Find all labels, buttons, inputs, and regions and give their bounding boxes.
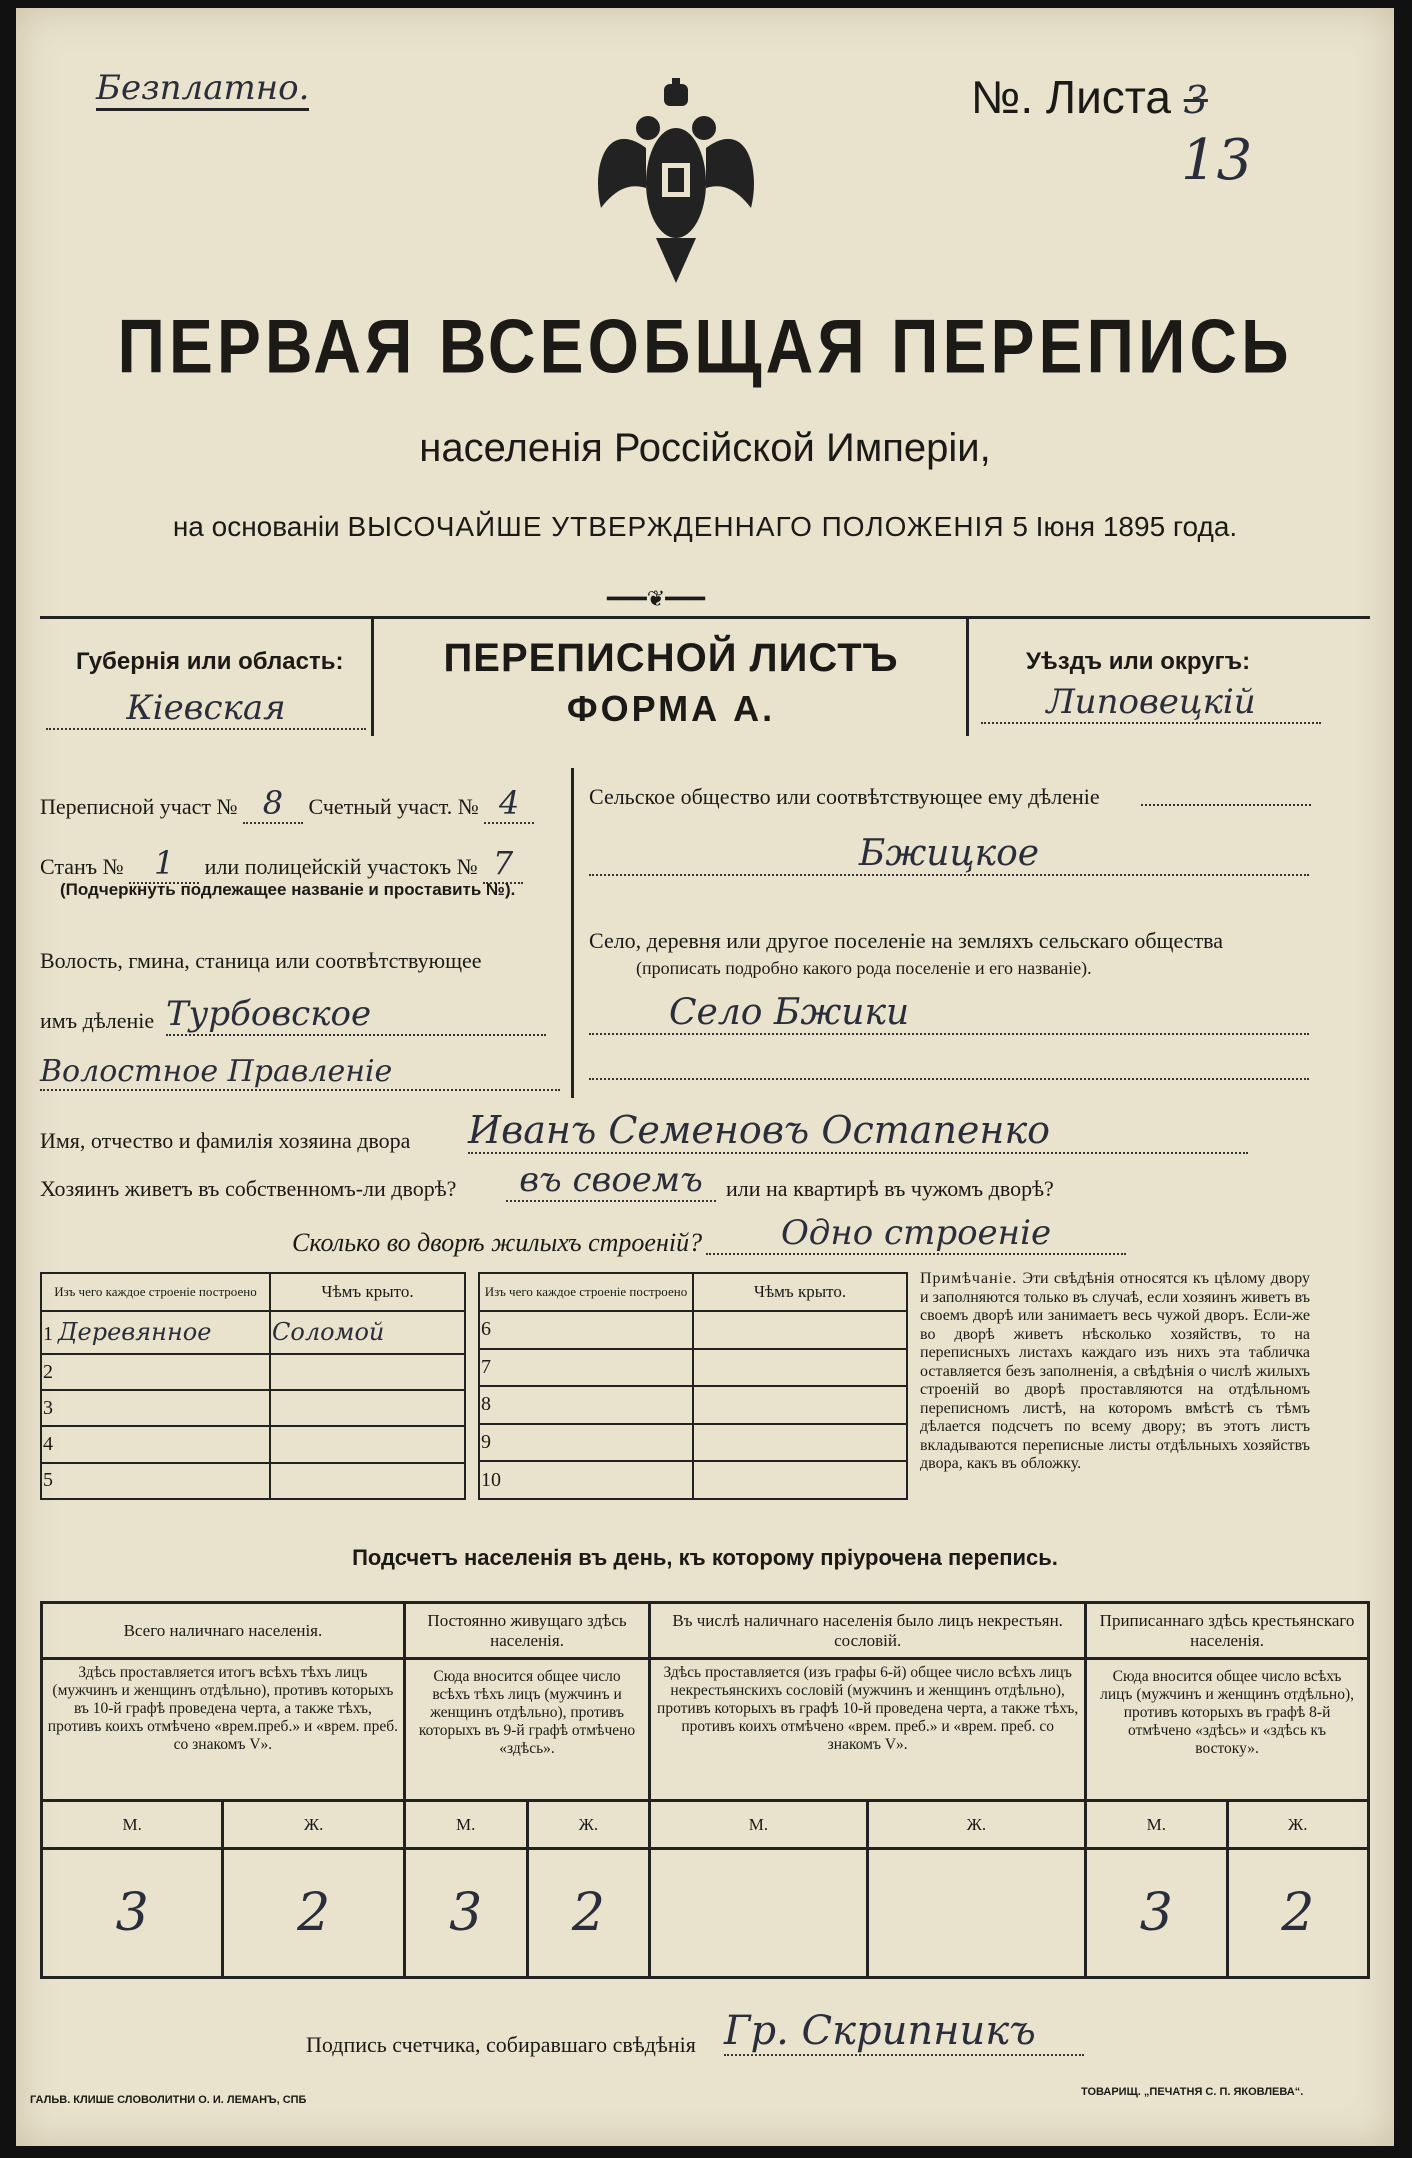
uchastok-field[interactable]: 8 — [243, 784, 303, 824]
count-col3-m-value[interactable] — [650, 1849, 867, 1978]
signature-label: Подпись счетчика, собиравшаго свѣдѣнія — [306, 2032, 696, 2057]
delenie-label: имъ дѣленіе — [40, 1008, 155, 1033]
count-col3-f-label: Ж. — [867, 1801, 1085, 1849]
ornament-divider: ━━━❦━━━ — [607, 586, 705, 611]
building-row-2-roof[interactable] — [270, 1354, 465, 1390]
building-row-4-roof[interactable] — [270, 1426, 465, 1462]
uezd-label: Уѣздъ или округъ: — [1026, 648, 1251, 675]
gubernia-label: Губернія или область: — [76, 648, 344, 675]
owner-name-label: Имя, отчество и фамилія хозяина двора — [40, 1128, 411, 1153]
uchastok-row: Переписной участ № 8 Счетный участ. № 4 — [40, 784, 534, 824]
volost-field[interactable]: Турбовское — [166, 994, 546, 1036]
building-row-9-roof[interactable] — [693, 1424, 907, 1462]
count-col1-header: Всего наличнаго населенія. — [42, 1603, 405, 1659]
form-subtitle: ФОРМА А. — [566, 688, 776, 729]
volost-label: Волость, гмина, станица или соотвѣтствующее — [40, 948, 482, 973]
stan-field[interactable]: 1 — [129, 844, 199, 884]
gubernia-field[interactable]: Кіевская — [46, 688, 366, 730]
building-row-7-material[interactable]: 7 — [479, 1349, 693, 1387]
printer-left: ГАЛЬВ. КЛИШЕ СЛОВОЛИТНИ О. И. ЛЕМАНЪ, СПБ — [30, 2094, 307, 2106]
society-field[interactable]: Бжицкое — [589, 833, 1309, 876]
count-col4-header: Приписаннаго здѣсь крестьянскаго населенія. — [1086, 1603, 1369, 1659]
count-col2-m-value[interactable]: 3 — [404, 1849, 527, 1978]
building-row-9-material[interactable]: 9 — [479, 1424, 693, 1462]
page-title: ПЕРВАЯ ВСЕОБЩАЯ ПЕРЕПИСЬ — [117, 303, 1293, 389]
count-col1-f-label: Ж. — [223, 1801, 404, 1849]
uezd-field[interactable]: Липовецкій — [981, 682, 1321, 724]
building-row-7-roof[interactable] — [693, 1349, 907, 1387]
count-col4-f-label: Ж. — [1227, 1801, 1368, 1849]
building-row-1-material[interactable]: 1 Деревянное — [41, 1311, 270, 1354]
building-row-6-material[interactable]: 6 — [479, 1311, 693, 1349]
village-note: (прописать подробно какого рода поселеніе и его названіе). — [636, 958, 1092, 978]
count-col2-m-label: М. — [404, 1801, 527, 1849]
count-col4-f-value[interactable]: 2 — [1227, 1849, 1368, 1978]
building-row-10-roof[interactable] — [693, 1461, 907, 1499]
count-col3-desc: Здѣсь проставляется (изъ графы 6-й) общее число всѣхъ лицъ некрестьянскихъ сословій (мужчинъ и женщинъ отдѣльно), противъ которыхъ въ графѣ 10-й проведена черта, а также тѣхъ, противъ коихъ отмѣчено «врем. преб.» и «врем. преб. со знакомъ V». — [650, 1659, 1086, 1801]
count-col1-desc: Здѣсь проставляется итогъ всѣхъ тѣхъ лицъ (мужчинъ и женщинъ отдѣльно), противъ которыхъ въ 10-й графѣ проведена черта, а также тѣхъ, противъ коихъ отмѣчено «врем.преб.» и «врем. преб. со знакомъ V». — [42, 1659, 405, 1801]
sheet-number-value: 13 — [1181, 128, 1253, 193]
volost-field-2[interactable]: Волостное Правленіе — [40, 1054, 560, 1091]
buildings-col1-header: Изъ чего каждое строеніе построено — [41, 1273, 270, 1311]
population-count-table — [40, 1601, 1370, 1979]
count-title: Подсчетъ населенія въ день, къ которому пріурочена перепись. — [352, 1545, 1058, 1570]
free-label: Безплатно. — [96, 68, 309, 111]
village-label: Село, деревня или другое поселеніе на земляхъ сельскаго общества — [589, 928, 1224, 953]
buildings-field[interactable]: Одно строеніе — [706, 1213, 1126, 1255]
sheet-number-label: №. Листа 3 — [971, 71, 1208, 123]
divider-right — [966, 616, 969, 736]
count-col1-m-label: М. — [42, 1801, 223, 1849]
count-col3-header: Въ числѣ наличнаго населенія было лицъ некрестьян. сословій. — [650, 1603, 1086, 1659]
schetny-field[interactable]: 4 — [484, 784, 534, 824]
building-row-1-roof[interactable]: Соломой — [270, 1311, 465, 1354]
count-col2-f-label: Ж. — [527, 1801, 650, 1849]
count-col2-desc: Сюда вносится общее число всѣхъ тѣхъ лицъ (мужчинъ и женщинъ отдѣльно), противъ которыхъ въ 9-й графѣ отмѣчено «здѣсь». — [404, 1659, 649, 1801]
top-rule — [40, 616, 1370, 619]
column-divider — [571, 768, 574, 1098]
count-col1-f-value[interactable]: 2 — [223, 1849, 404, 1978]
owner-lives-field[interactable]: въ своемъ — [506, 1160, 716, 1202]
buildings-label: Сколько во дворѣ жилыхъ строеній? — [292, 1228, 703, 1257]
count-col1-m-value[interactable]: 3 — [42, 1849, 223, 1978]
society-label-dots — [1141, 804, 1311, 806]
signature-field[interactable]: Гр. Скрипникъ — [724, 2008, 1084, 2056]
count-col2-f-value[interactable]: 2 — [527, 1849, 650, 1978]
building-row-6-roof[interactable] — [693, 1311, 907, 1349]
building-row-8-roof[interactable] — [693, 1386, 907, 1424]
page-subtitle: населенія Россійской Имперіи, — [419, 426, 991, 470]
basis-line: на основаніи ВЫСОЧАЙШЕ УТВЕРЖДЕННАГО ПОЛОЖЕНІЯ 5 Іюня 1895 года. — [172, 511, 1238, 542]
building-row-2-material[interactable]: 2 — [41, 1354, 270, 1390]
stan-row: Станъ № 1 или полицейскій участокъ № 7 — [40, 844, 523, 884]
owner-lives-label: Хозяинъ живетъ въ собственномъ-ли дворѣ? — [40, 1176, 457, 1201]
underline-note: (Подчеркнуть подлежащее названіе и проставить №). — [60, 880, 516, 899]
building-row-4-material[interactable]: 4 — [41, 1426, 270, 1462]
printer-right: ТОВАРИЩ. „ПЕЧАТНЯ С. П. ЯКОВЛЕВА“. — [1081, 2086, 1304, 2098]
owner-or-label: или на квартирѣ въ чужомъ дворѣ? — [726, 1176, 1054, 1201]
count-col4-desc: Сюда вносится общее число всѣхъ лицъ (мужчинъ и женщинъ отдѣльно), противъ которыхъ въ графѣ 8-й отмѣчено «здѣсь» и «здѣсь къ востоку». — [1086, 1659, 1369, 1801]
building-row-10-material[interactable]: 10 — [479, 1461, 693, 1499]
count-col4-m-value[interactable]: 3 — [1086, 1849, 1227, 1978]
census-form-page — [16, 8, 1394, 2146]
imperial-eagle-emblem-icon — [586, 78, 766, 288]
buildings-col1-header-right: Изъ чего каждое строеніе построено — [479, 1273, 693, 1311]
count-col4-m-label: М. — [1086, 1801, 1227, 1849]
police-field[interactable]: 7 — [483, 844, 523, 884]
count-col2-header: Постоянно живущаго здѣсь населенія. — [404, 1603, 649, 1659]
note-block: Примѣчаніе. Эти свѣдѣнія относятся къ цѣлому двору и заполняются только въ случаѣ, если хозяинъ живетъ въ своемъ дворѣ или занимаетъ весь чужой дворъ. Если-же во дворѣ живетъ нѣсколько хозяйствъ, то на переписныхъ листахъ каждаго изъ нихъ эта табличка оставляется безъ заполненія, а свѣдѣнія о числѣ жилыхъ строеній во дворѣ проставляются на отдѣльномъ переписномъ листѣ, на которомъ вмѣстѣ съ тѣмъ дѣлается подсчетъ по всему двору; въ этотъ листъ вкладываются переписные листы отдѣльныхъ хозяйствъ двора, какъ въ обложку. — [920, 1270, 1311, 1472]
buildings-col2-header: Чѣмъ крыто. — [270, 1273, 465, 1311]
owner-name-field[interactable]: Иванъ Семеновъ Остапенко — [468, 1108, 1248, 1154]
building-row-3-roof[interactable] — [270, 1390, 465, 1426]
count-col3-m-label: М. — [650, 1801, 867, 1849]
building-row-8-material[interactable]: 8 — [479, 1386, 693, 1424]
form-title: ПЕРЕПИСНОЙ ЛИСТЪ — [443, 636, 899, 680]
village-field[interactable]: Село Бжики — [589, 992, 1309, 1035]
buildings-table — [40, 1272, 908, 1500]
society-label: Сельское общество или соотвѣтствующее ему дѣленіе — [589, 784, 1100, 809]
divider-left — [371, 616, 374, 736]
buildings-col2-header-right: Чѣмъ крыто. — [693, 1273, 907, 1311]
building-row-3-material[interactable]: 3 — [41, 1390, 270, 1426]
village-field-2[interactable] — [589, 1078, 1309, 1080]
count-col3-f-value[interactable] — [867, 1849, 1085, 1978]
building-row-5-roof[interactable] — [270, 1463, 465, 1499]
building-row-5-material[interactable]: 5 — [41, 1463, 270, 1499]
